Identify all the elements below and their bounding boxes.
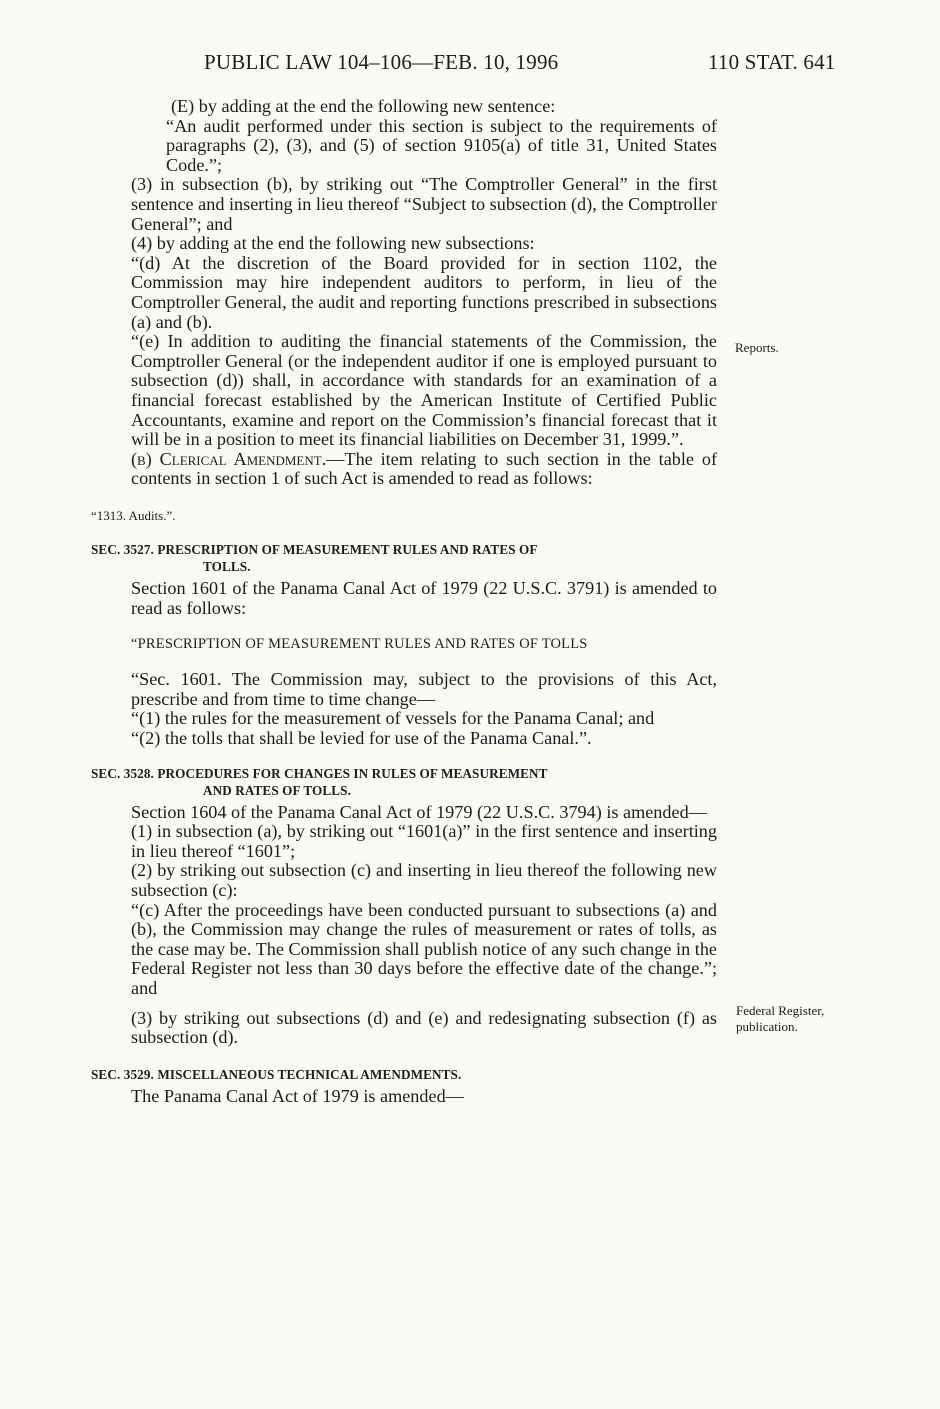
section-1601-item-1: “(1) the rules for the measurement of vessels for the Panama Canal; and [131,708,655,729]
toc-item-audits: “1313. Audits.”. [91,507,176,523]
section-1601-item-2: “(2) the tolls that shall be levied for use of the Panama Canal.”. [131,728,592,749]
paragraph-e-intro: (E) by adding at the end the following new sentence: [171,96,556,116]
section-3527-intro: Section 1601 of the Panama Canal Act of 1979 (22 U.S.C. 3791) is amended to read as follows: [131,578,717,619]
paragraph-4: (4) by adding at the end the following new subsections: [131,233,535,254]
subsection-e: “(e) In addition to auditing the financial statements of the Commission, the Comptroller General (or the independent auditor if one is employed pursuant to subsection (d)) shall, in accordance with standards for an examination of a financial forecast established by the American Institute of Certified Public Accountants, examine and report on the Commission’s financial forecast that it will be in a position to meet its financial liabilities on December 31, 1999.”. [131,331,717,450]
section-1604-item-1: (1) in subsection (a), by striking out “1601(a)” in the first sentence and inserting in lieu thereof “1601”; [131,821,717,861]
margin-note-line: publication. [736,1019,798,1034]
clerical-amendment [91,450,717,489]
statute-page-number: 110 STAT. 641 [708,50,836,74]
section-3529-heading: SEC. 3529. MISCELLANEOUS TECHNICAL AMENDMENTS. [91,1066,462,1082]
paragraph-e-quote: “An audit performed under this section is subject to the requirements of paragraphs (2), (3), and (5) of section 9105(a) of title 31, United States Code.”; [166,115,717,175]
paragraph-3 [91,175,717,234]
section-3528-title-cont: AND RATES OF TOLLS. [203,782,351,798]
running-header: PUBLIC LAW 104–106—FEB. 10, 1996 [204,50,559,74]
clerical-amendment-label: (b) Clerical Amendment. [131,448,327,469]
section-1604-subsection-c: “(c) After the proceedings have been conducted pursuant to subsections (a) and (b), the Commission may change the rules of measurement or rates of tolls, as the case may be. The Commission shall publish notice of any such change in the Federal Register not less than 30 days before the effective date of the change.”; and [131,899,717,998]
clerical-amendment-text: —The item relating to such section in the table of contents in section 1 of such Act is amended to read as follows: [131,448,717,489]
section-3528-heading [91,765,717,799]
paragraph-3-text: (3) in subsection (b), by striking out “The Comptroller General” in the first sentence and inserting in lieu thereof “Subject to subsection (d), the Comptroller General”; and [131,174,717,234]
section-3527-title-cont: TOLLS. [203,559,251,575]
section-3527-title: SEC. 3527. PRESCRIPTION OF MEASUREMENT RULES AND RATES OF [91,542,538,558]
section-1604-item-2: (2) by striking out subsection (c) and inserting in lieu thereof the following new subsection (c): [131,860,717,900]
section-1604-item-3: (3) by striking out subsections (d) and (e) and redesignating subsection (f) as subsection (d). [131,1007,717,1048]
section-3529-intro: The Panama Canal Act of 1979 is amended— [131,1085,464,1106]
section-3528-title: SEC. 3528. PROCEDURES FOR CHANGES IN RULES OF MEASUREMENT [91,765,548,781]
section-3527-heading [91,541,717,575]
margin-note-line: Federal Register, [736,1003,825,1018]
law-text-body [91,97,717,1106]
margin-note-federal-register [736,1003,824,1035]
margin-note-reports: Reports. [735,340,779,355]
prescription-heading: “PRESCRIPTION OF MEASUREMENT RULES AND RATES OF TOLLS [131,635,588,652]
section-1601-text: “Sec. 1601. The Commission may, subject to the provisions of this Act, prescribe and from time to time change— [131,669,717,709]
subsection-d: “(d) At the discretion of the Board provided for in section 1102, the Commission may hire independent auditors to perform, in lieu of the Comptroller General, the audit and reporting functions prescribed in subsections (a) and (b). [131,252,717,332]
section-3528-intro: Section 1604 of the Panama Canal Act of 1979 (22 U.S.C. 3794) is amended— [131,801,707,822]
